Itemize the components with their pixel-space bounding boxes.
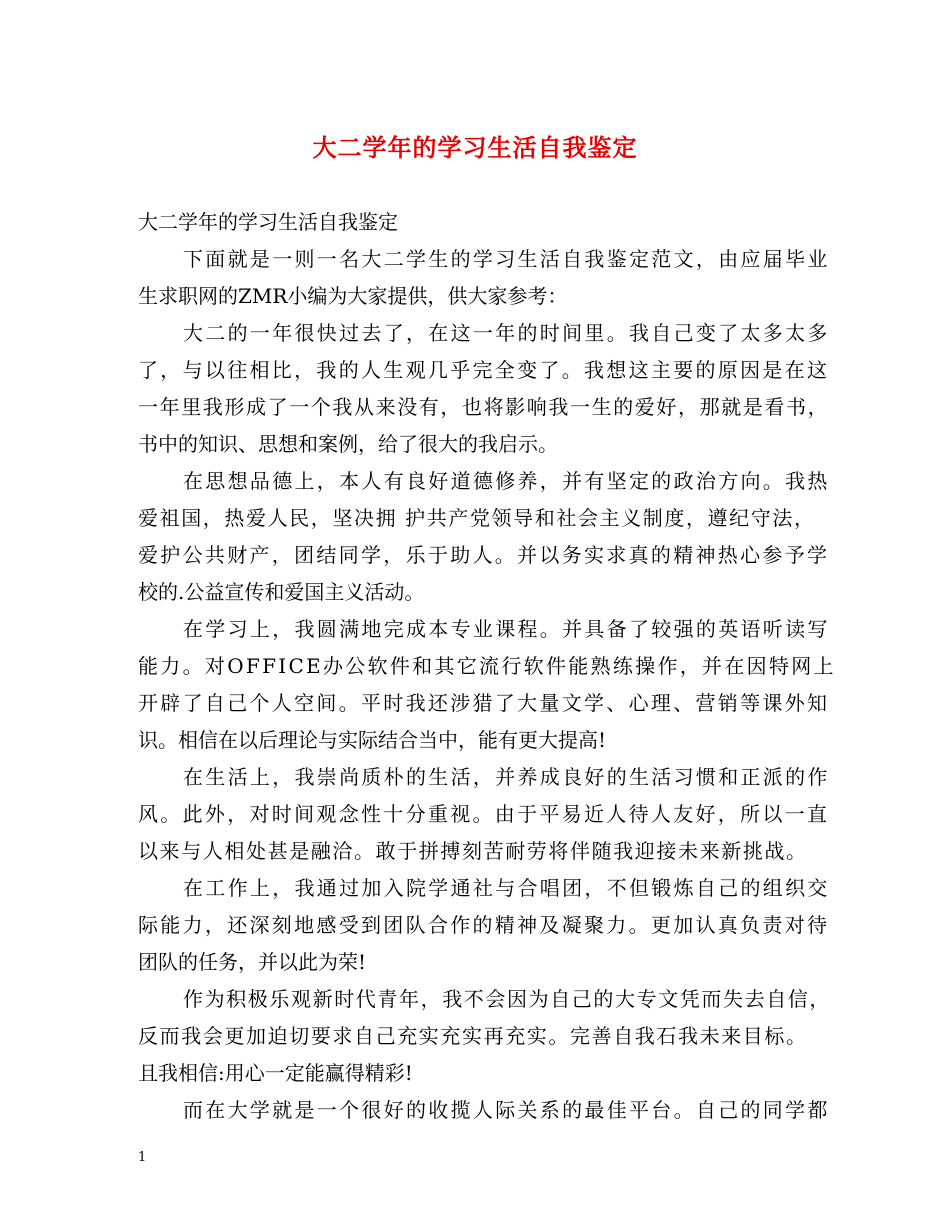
paragraph-line: 一年里我形成了一个我从来没有，也将影响我一生的爱好，那就是看书， [138,395,830,419]
paragraph-line: 能力。对OFFICE办公软件和其它流行软件能熟练操作，并在因特网上 [138,654,836,678]
paragraph-line: 开辟了自己个人空间。平时我还涉猎了大量文学、心理、营销等课外知 [138,691,830,715]
paragraph-line: 以来与人相处甚是融洽。敢于拼搏刻苦耐劳将伴随我迎接未来新挑战。 [138,839,808,863]
paragraph-line: 际能力，还深刻地感受到团队合作的精神及凝聚力。更加认真负责对待 [138,913,830,937]
paragraph-line: 下面就是一则一名大二学生的学习生活自我鉴定范文，由应届毕业 [183,247,830,271]
page-number: 1 [138,1150,147,1165]
paragraph-line: 作为积极乐观新时代青年，我不会因为自己的大专文凭而失去自信， [183,987,831,1011]
document-body [138,204,836,1129]
paragraph-line: 风。此外，对时间观念性十分重视。由于平易近人待人友好，所以一直 [138,802,830,826]
paragraph-line: 爱祖国，热爱人民，坚决拥 护共产党领导和社会主义制度，遵纪守法， [138,506,816,530]
paragraph-line: 团队的任务，并以此为荣! [138,950,367,974]
paragraph-line: 生求职网的ZMR小编为大家提供，供大家参考： [138,284,568,308]
paragraph-line: 在生活上，我崇尚质朴的生活，并养成良好的生活习惯和正派的作 [183,765,830,789]
paragraph-line: 且我相信:用心一定能赢得精彩! [138,1061,413,1085]
paragraph-line: 爱护公共财产，团结同学，乐于助人。并以务实求真的精神热心参予学 [138,543,830,567]
paragraph-line: 识。相信在以后理论与实际结合当中，能有更大提高! [138,728,607,752]
document-title: 大二学年的学习生活自我鉴定 [312,133,638,162]
paragraph-line: 反而我会更加迫切要求自己充实充实再充实。完善自我石我未来目标。 [138,1024,808,1048]
paragraph-line: 而在大学就是一个很好的收揽人际关系的最佳平台。自己的同学都 [183,1098,830,1122]
heading-line: 大二学年的学习生活自我鉴定 [138,210,398,234]
paragraph-line: 校的.公益宣传和爱国主义活动。 [138,580,425,604]
paragraph-line: 书中的知识、思想和案例，给了很大的我启示。 [138,432,558,456]
paragraph-line: 大二的一年很快过去了，在这一年的时间里。我自己变了太多太多 [183,321,830,345]
paragraph-line: 在思想品德上，本人有良好道德修养，并有坚定的政治方向。我热 [183,469,830,493]
paragraph-line: 在工作上，我通过加入院学通社与合唱团，不但锻炼自己的组织交 [183,876,830,900]
paragraph-line: 在学习上，我圆满地完成本专业课程。并具备了较强的英语听读写 [183,617,830,641]
paragraph-line: 了，与以往相比，我的人生观几乎完全变了。我想这主要的原因是在这 [138,358,830,382]
